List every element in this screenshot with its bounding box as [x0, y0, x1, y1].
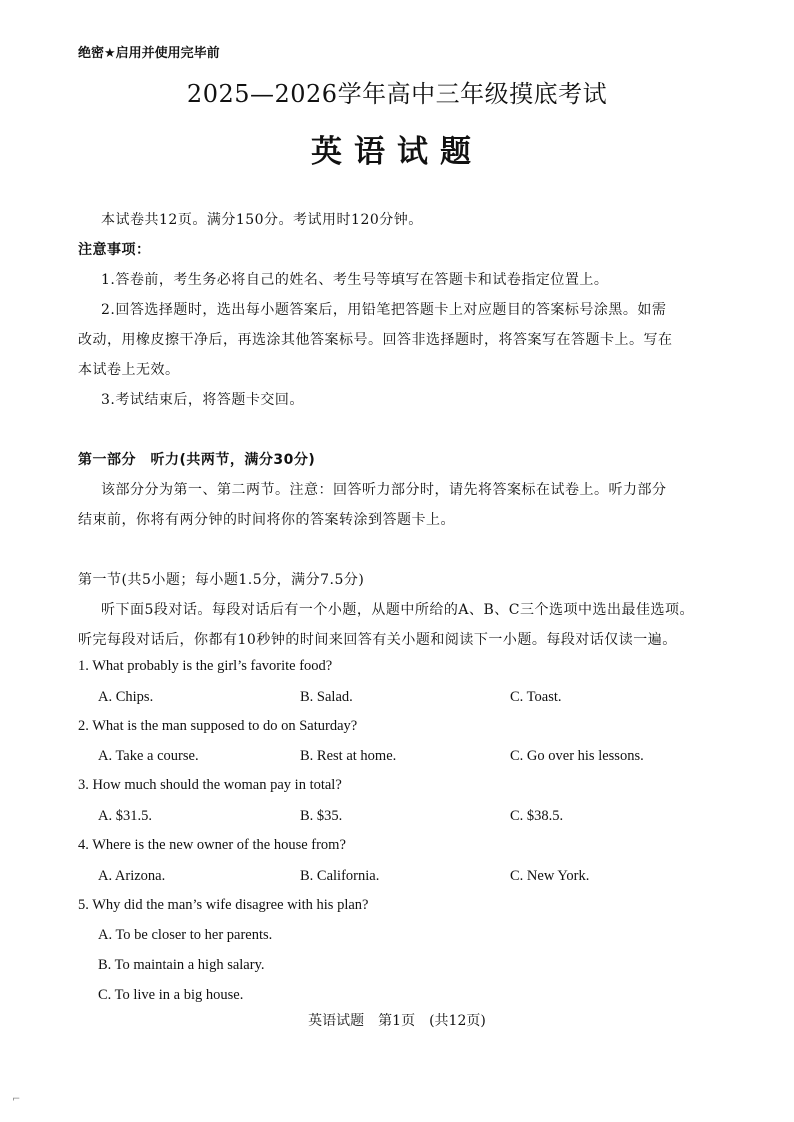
- question-3-stem: 3. How much should the woman pay in total?: [78, 777, 342, 793]
- question-5-stem: 5. Why did the man’s wife disagree with his plan?: [78, 897, 369, 913]
- question-1-option-b: B. Salad.: [300, 689, 353, 705]
- question-2-option-b: B. Rest at home.: [300, 748, 397, 764]
- question-4-option-b: B. California.: [300, 868, 380, 884]
- question-3-option-c: C. $38.5.: [510, 808, 564, 824]
- note-3: 3.考试结束后，将答题卡交回。: [101, 392, 304, 408]
- question-3-option-a: A. $31.5.: [98, 808, 152, 824]
- section1-desc-line-2: 听完每段对话后，你都有10秒钟的时间来回答有关小题和阅读下一小题。每段对话仅读一遍。: [78, 632, 677, 648]
- question-5-option-c: C. To live in a big house.: [98, 987, 244, 1003]
- part1-desc-line-2: 结束前，你将有两分钟的时间将你的答案转涂到答题卡上。: [78, 512, 455, 528]
- part1-desc-line-1: 该部分分为第一、第二两节。注意：回答听力部分时，请先将答案标在试卷上。听力部分: [101, 482, 667, 498]
- question-2-stem: 2. What is the man supposed to do on Saturday?: [78, 718, 358, 734]
- corner-mark: ⌐: [12, 1094, 21, 1105]
- note-2-line-3: 本试卷上无效。: [78, 362, 180, 378]
- note-2-line-2: 改动，用橡皮擦干净后，再选涂其他答案标号。回答非选择题时，将答案写在答题卡上。写在: [78, 332, 673, 348]
- page-footer: 英语试题 第1页 (共12页): [308, 1013, 486, 1029]
- question-5-option-b: B. To maintain a high salary.: [98, 957, 265, 973]
- intro-text: 本试卷共12页。满分150分。考试用时120分钟。: [101, 212, 423, 228]
- part1-heading: 第一部分 听力(共两节，满分30分): [78, 452, 316, 468]
- exam-title: 2025—2026学年高中三年级摸底考试: [186, 80, 608, 108]
- confidential-label: 绝密★启用并使用完毕前: [78, 46, 220, 61]
- question-2-option-a: A. Take a course.: [98, 748, 199, 764]
- section1-desc-line-1: 听下面5段对话。每段对话后有一个小题，从题中所给的A、B、C三个选项中选出最佳选项。: [101, 602, 695, 618]
- section1-heading: 第一节(共5小题；每小题1.5分，满分7.5分): [78, 572, 365, 588]
- question-2-option-c: C. Go over his lessons.: [510, 748, 644, 764]
- question-5-option-a: A. To be closer to her parents.: [98, 927, 273, 943]
- question-4-option-a: A. Arizona.: [98, 868, 166, 884]
- question-3-option-b: B. $35.: [300, 808, 343, 824]
- question-1-option-c: C. Toast.: [510, 689, 562, 705]
- question-1-option-a: A. Chips.: [98, 689, 154, 705]
- note-2-line-1: 2.回答选择题时，选出每小题答案后，用铅笔把答题卡上对应题目的答案标号涂黑。如需: [101, 302, 667, 318]
- subject-title: 英语试题: [311, 134, 483, 170]
- note-1: 1.答卷前，考生务必将自己的姓名、考生号等填写在答题卡和试卷指定位置上。: [101, 272, 609, 288]
- question-1-stem: 1. What probably is the girl’s favorite food?: [78, 658, 333, 674]
- question-4-option-c: C. New York.: [510, 868, 590, 884]
- question-4-stem: 4. Where is the new owner of the house from?: [78, 837, 346, 853]
- notes-heading: 注意事项：: [78, 242, 151, 258]
